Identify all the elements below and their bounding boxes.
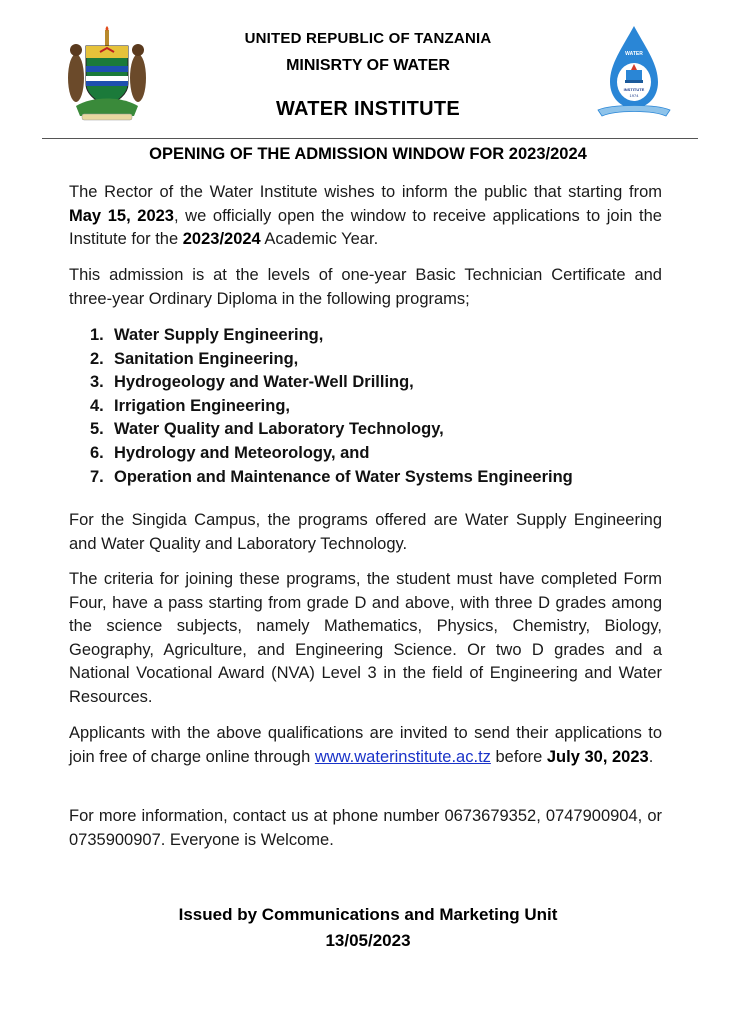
water-drop-logo-icon <box>592 24 676 120</box>
institute-name: WATER INSTITUTE <box>275 98 461 120</box>
list-item: 7. Operation and Maintenance of Water Systems Engineering <box>90 467 573 486</box>
logo-year: 1974 <box>629 93 639 98</box>
list-item: 4. Irrigation Engineering, <box>90 396 291 415</box>
opening-date: May 15, 2023 <box>69 206 174 225</box>
document-title: OPENING OF THE ADMISSION WINDOW FOR 2023/2024 <box>149 145 587 163</box>
program-list <box>90 324 573 489</box>
admission-levels-paragraph: This admission is at the levels of one-year Basic Technician Certificate and three-year Ordinary Diploma in the following programs; <box>69 266 662 308</box>
criteria-paragraph: The criteria for joining these programs, the student must have completed Form Four, have a pass starting from grade D and above, with three D grades among the science subjects, namely Mathematics, Physics, Chemistry, Biology, Geography, Agriculture, and Engineering Science. Or two D grades and a National Vocational Award (NVA) Level 3 in the field of Engineering and Water Resources. <box>69 570 662 706</box>
header-divider <box>42 138 698 139</box>
list-item: 5. Water Quality and Laboratory Technology, <box>90 420 444 439</box>
logo-text-mid: INSTITUTE <box>623 87 645 92</box>
website-link[interactable]: www.waterinstitute.ac.tz <box>314 747 491 766</box>
singida-campus-paragraph: For the Singida Campus, the programs offered are Water Supply Engineering and Water Quality and Laboratory Technology. <box>69 511 662 553</box>
ministry-name: MINISRTY OF WATER <box>286 57 450 74</box>
logo-text-top: WATER <box>625 51 643 57</box>
list-item: 2. Sanitation Engineering, <box>90 349 299 368</box>
intro-paragraph: The Rector of the Water Institute wishes to inform the public that starting from May 15, 2023, we officially open the window to receive applications to join the Institute for the 2023/2024 Academic Year. <box>69 183 662 249</box>
list-item: 1. Water Supply Engineering, <box>90 326 324 344</box>
issued-by: Issued by Communications and Marketing Unit <box>178 905 558 924</box>
contact-paragraph: For more information, contact us at phone number 0673679352, 0747900904, or 0735900907. Everyone is Welcome. <box>69 807 662 849</box>
list-item: 6. Hydrology and Meteorology, and <box>90 443 370 462</box>
academic-year: 2023/2024 <box>182 230 261 249</box>
issued-date: 13/05/2023 <box>325 931 411 950</box>
application-paragraph: Applicants with the above qualifications are invited to send their applications to join free of charge online through www.waterinstitute.ac.tz before July 30, 2023. <box>69 724 662 766</box>
application-deadline: July 30, 2023 <box>546 747 649 766</box>
country-name: UNITED REPUBLIC OF TANZANIA <box>244 30 492 47</box>
list-item: 3. Hydrogeology and Water-Well Drilling, <box>90 373 414 392</box>
